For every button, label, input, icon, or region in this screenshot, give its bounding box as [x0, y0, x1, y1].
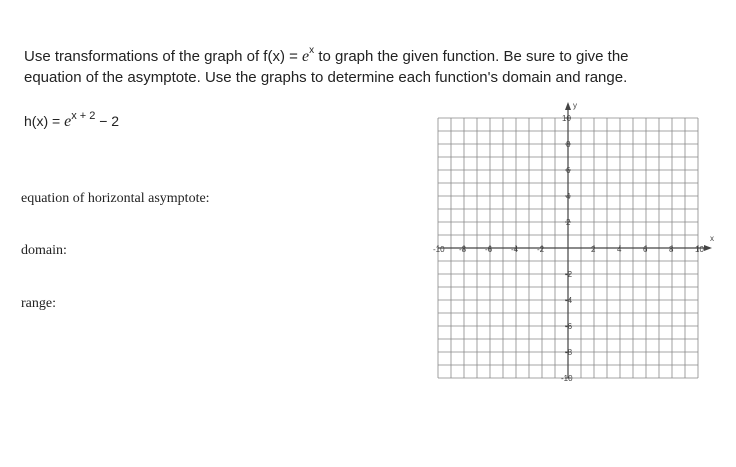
x-tick-label: 8 [669, 245, 674, 254]
y-tick-label: -10 [561, 374, 573, 383]
x-tick-label: 4 [617, 245, 622, 254]
x-axis-label: x [710, 234, 714, 243]
axes [438, 101, 714, 378]
y-tick-label: -8 [565, 348, 573, 357]
y-tick-label: 2 [566, 218, 571, 227]
x-tick-label: -8 [459, 245, 467, 254]
instructions-line-2: equation of the asymptote. Use the graphs to determine each function's domain and range. [24, 69, 628, 86]
function-definition [24, 110, 119, 131]
x-tick-label: -6 [485, 245, 493, 254]
y-tick-label: -6 [565, 322, 573, 331]
y-tick-label: -4 [565, 296, 573, 305]
y-tick-label: 10 [562, 114, 571, 123]
y-axis-arrow-icon [565, 102, 571, 110]
asymptote-label: equation of horizontal asymptote: [21, 191, 210, 206]
x-axis-arrow-icon [704, 245, 712, 251]
e-symbol: e [302, 48, 310, 65]
domain-label: domain: [21, 243, 67, 258]
y-tick-label: -2 [565, 270, 573, 279]
range-label: range: [21, 296, 56, 311]
function-base: e [64, 113, 72, 130]
function-exponent: x + 2 [71, 110, 96, 122]
y-axis-label: y [573, 101, 577, 110]
function-lhs: h(x) = [24, 113, 65, 129]
x-tick-label: 2 [591, 245, 596, 254]
x-tick-label: -10 [433, 245, 445, 254]
exponent-x: x [309, 45, 315, 56]
x-tick-label: 10 [695, 245, 704, 254]
instructions-line-1: Use transformations of the graph of $f(x) = e^x$ to graph the given function. Be sure to give the [24, 45, 629, 65]
x-tick-label: 6 [643, 245, 648, 254]
y-tick-label: 8 [566, 140, 571, 149]
x-tick-label: -2 [537, 245, 545, 254]
coordinate-grid[interactable] [418, 100, 718, 385]
function-tail: − 2 [95, 113, 120, 129]
y-tick-label: 4 [566, 192, 571, 201]
x-tick-label: -4 [511, 245, 519, 254]
y-tick-label: 6 [566, 166, 571, 175]
instructions-text [24, 40, 704, 88]
